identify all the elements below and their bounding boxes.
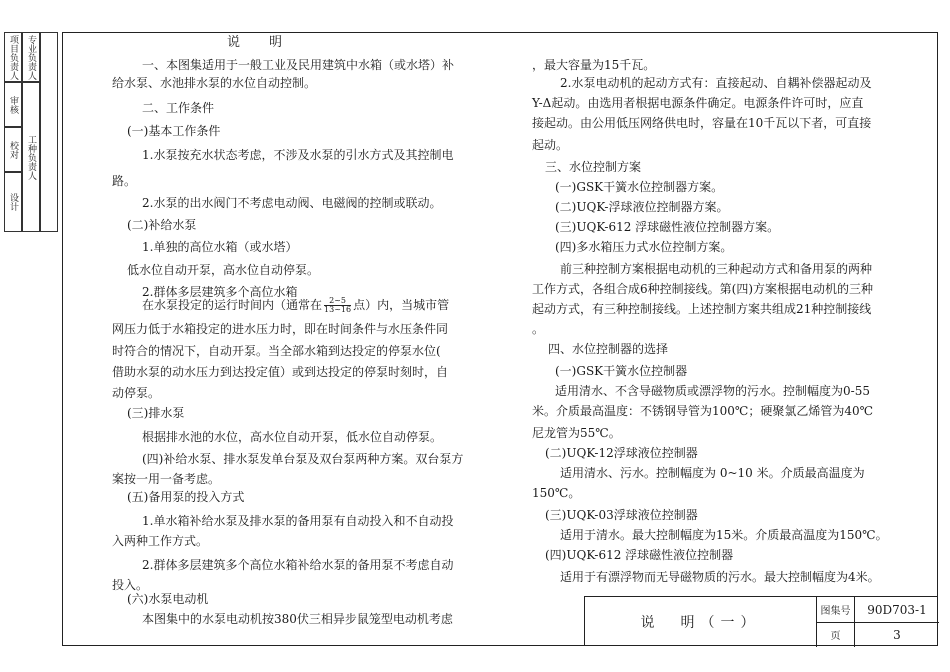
body-text-line: (四)补给水泵、排水泵发单台泵及双台泵两种方案。双台泵方 (142, 452, 464, 466)
body-text-line: (三)UQK-612 浮球磁性液位控制器方案。 (555, 220, 780, 234)
body-text-line: 接起动。由公用低压网络供电时，容量在10千瓦以下者，可直接 (532, 116, 872, 130)
page-label: 页 (817, 622, 855, 647)
body-text-line: 工作方式，各组合成6种控制接线。第(四)方案根据电动机的三种 (532, 282, 874, 296)
body-text-line: (六)水泵电动机 (127, 592, 209, 606)
sidebar-cell: 审核 (4, 82, 22, 127)
body-text-line: 低水位自动开泵，高水位自动停泵。 (127, 263, 320, 277)
body-text-segment: 在水泵投定的运行时间内（通常在 (142, 298, 323, 312)
body-text-segment: 点）内，当城市管 (353, 298, 450, 312)
body-text-line: 适用清水、污水。控制幅度为 0~10 米。介质最高温度为 (560, 466, 865, 480)
sidebar-cell (40, 32, 58, 232)
atlas-number-label: 图集号 (817, 597, 855, 622)
body-text-line: 2.群体多层建筑多个高位水箱补给水泵的备用泵不考虑自动 (142, 558, 454, 572)
body-text-line: Y-Δ起动。由选用者根据电源条件确定。电源条件许可时，应直 (532, 96, 864, 110)
title-block (584, 596, 938, 646)
body-text-line: 起动。 (532, 138, 569, 152)
fraction-numerator: 2~5 (324, 297, 351, 306)
body-text-line: 1.单独的高位水箱（或水塔） (142, 240, 298, 254)
body-text-line: 网压力低于水箱投定的进水压力时，即在时间条件与水压条件同 (112, 322, 449, 336)
body-text-line: 借助水泵的动水压力到达投定值）或到达投定的停泵时刻时，自 (112, 365, 449, 379)
body-text-line: (三)排水泵 (127, 406, 185, 420)
body-text-line: 路。 (112, 174, 137, 188)
body-text-line: 适用清水、不含导磁物质或漂浮物的污水。控制幅度为0-55 (555, 384, 870, 398)
body-text-line: 入两种工作方式。 (112, 534, 209, 548)
sidebar-cell: 校对 (4, 127, 22, 172)
body-text-line: (二)UQK-浮球液位控制器方案。 (555, 200, 729, 214)
body-text-line: (五)备用泵的投入方式 (127, 490, 245, 504)
body-text-line: 案按一用一备考虑。 (112, 472, 221, 486)
body-text-line: 150℃。 (532, 486, 581, 500)
body-text-line: (四)UQK-612 浮球磁性液位控制器 (545, 548, 734, 562)
body-text-line: 2.水泵电动机的起动方式有：直接起动、自耦补偿器起动及 (560, 76, 872, 90)
body-text-line: 1.单水箱补给水泵及排水泵的备用泵有自动投入和不自动投 (142, 514, 454, 528)
fraction-denominator: 13~16 (324, 305, 352, 314)
body-text-line: (二)补给水泵 (127, 218, 197, 232)
body-text-line: 本图集中的水泵电动机按380伏三相异步鼠笼型电动机考虑 (142, 612, 453, 626)
body-text-line: 。 (532, 322, 545, 336)
atlas-number: 90D703-1 (867, 602, 927, 617)
body-text-line: 根据排水池的水位，高水位自动开泵，低水位自动停泵。 (142, 430, 443, 444)
section-title: 说 明 (227, 35, 284, 50)
body-text-line: (四)多水箱压力式水位控制方案。 (555, 240, 733, 254)
body-text-line: 三、水位控制方案 (545, 160, 642, 174)
body-text-line (142, 297, 449, 314)
body-text-line: 动停泵。 (112, 386, 161, 400)
page-number: 3 (893, 627, 901, 642)
body-text-line: 适用于清水。最大控制幅度为15米。介质最高温度为150℃。 (560, 528, 888, 542)
body-text-line: 二、工作条件 (142, 101, 215, 115)
signature-strip (4, 32, 60, 232)
body-text-line: (二)UQK-12浮球液位控制器 (545, 446, 698, 460)
body-text-line: 给水泵、水池排水泵的水位自动控制。 (112, 76, 317, 90)
time-fraction (324, 297, 351, 314)
body-text-line: 适用于有漂浮物而无导磁物质的污水。最大控制幅度为4米。 (560, 570, 880, 584)
body-text-line: 前三种控制方案根据电动机的三种起动方式和备用泵的两种 (560, 262, 873, 276)
sidebar-cell: 专业负责人 (22, 32, 40, 82)
body-text-line: 四、水位控制器的选择 (548, 342, 669, 356)
body-text-line: 2.水泵的出水阀门不考虑电动阀、电磁阀的控制或联动。 (142, 196, 442, 210)
body-text-line: (一)GSK干簧水位控制器 (555, 364, 688, 378)
body-text-line: ，最大容量为15千瓦。 (532, 58, 656, 72)
body-text-line: (一)GSK干簧水位控制器方案。 (555, 180, 724, 194)
sheet-title: 说 明（一） (585, 597, 817, 647)
sidebar-cell: 工种负责人 (22, 82, 40, 232)
body-text-line: 1.水泵按充水状态考虑，不涉及水泵的引水方式及其控制电 (142, 148, 454, 162)
body-text-line: (一)基本工作条件 (127, 124, 221, 138)
body-text-line: (三)UQK-03浮球液位控制器 (545, 508, 698, 522)
body-text-line: 时符合的情况下，自动开泵。当全部水箱到达投定的停泵水位( (112, 344, 441, 358)
body-text-line: 2.群体多层建筑多个高位水箱 (142, 285, 298, 299)
sidebar-cell: 设计 (4, 172, 22, 232)
body-text-line: 起动方式，有三种控制接线。上述控制方案共组成21种控制接线 (532, 302, 872, 316)
body-text-line: 米。介质最高温度：不锈钢导管为100℃；硬聚氯乙烯管为40℃ (532, 404, 874, 418)
body-text-line: 一、本图集适用于一般工业及民用建筑中水箱（或水塔）补 (142, 58, 455, 72)
body-text-line: 投入。 (112, 578, 149, 592)
sidebar-cell: 项目负责人 (4, 32, 22, 82)
body-text-line: 尼龙管为55℃。 (532, 426, 621, 440)
